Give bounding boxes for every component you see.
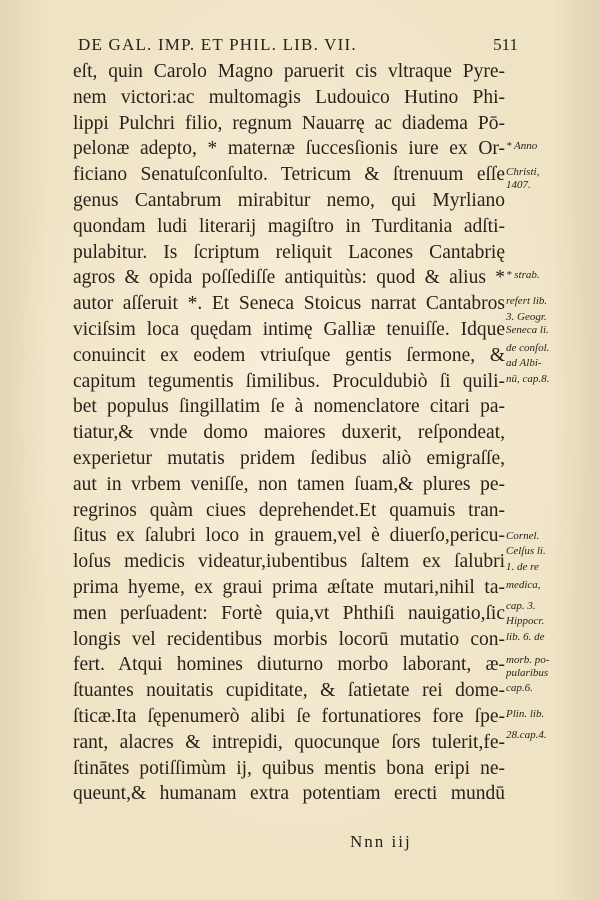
text-line: autor aſſeruit *. Et Seneca Stoicus narrat Cantabros — [73, 293, 505, 315]
text-line: agros & opida poſſediſſe antiquitùs: quod & alius * — [73, 267, 505, 289]
margin-note: Cornel. — [506, 529, 540, 542]
text-line: ſtuantes nouitatis cupiditate, & ſatietate rei dome- — [73, 680, 505, 702]
margin-note: ad Albi- — [506, 357, 542, 370]
text-line: prima hyeme, ex graui prima æſtate mutari,nihil ta- — [73, 576, 505, 598]
margin-note: Seneca li. — [506, 323, 549, 336]
text-line: rant, alacres & intrepidi, quocunque ſors tulerit,fe- — [73, 731, 505, 753]
text-line: conuincit ex eodem vtriuſque gentis ſermone, & — [73, 344, 505, 366]
text-line: queunt,& humanam extra potentiam erecti mundū — [73, 783, 505, 805]
margin-note: nū, cap.8. — [506, 372, 550, 385]
text-line: bet populus ſingillatim ſe à nomenclatore citari pa- — [73, 396, 505, 418]
main-text-block — [73, 59, 505, 807]
text-line: regrinos quàm ciues deprehendet.Et quamuis tran- — [73, 499, 505, 521]
running-title: DE GAL. IMP. ET PHIL. LIB. VII. — [78, 35, 357, 54]
text-line: ſtinātes potiſſimùm ij, quibus mentis bona eripi ne- — [73, 757, 505, 779]
margin-note: Christi, — [506, 166, 540, 179]
margin-note: morb. po- — [506, 653, 550, 666]
text-line: tiatur,& vnde domo maiores duxerit, reſpondeat, — [73, 422, 505, 444]
margin-note: de conſol. — [506, 341, 550, 354]
margin-note: Celſus li. — [506, 545, 546, 558]
text-line: experietur mutatis pridem ſedibus aliò emigraſſe, — [73, 447, 505, 469]
margin-note: 1407. — [506, 179, 531, 192]
text-line: eſt, quin Carolo Magno paruerit cis vltraque Pyre- — [73, 61, 505, 82]
margin-note: * strab. — [506, 269, 540, 282]
margin-note: pularibus — [506, 666, 549, 679]
text-line: men perſuadent: Fortè quia,vt Phthiſi nauigatio,ſic — [73, 602, 505, 624]
text-line: quondam ludi literarij magiſtro in Turditania adſti- — [73, 215, 505, 237]
signature-mark: Nnn iij — [350, 832, 412, 851]
text-line: aut in vrbem veniſſe, non tamen ſuam,& plures pe- — [73, 473, 505, 495]
text-line: fert. Atqui homines diuturno morbo laborant, æ- — [73, 654, 505, 676]
margin-note: medica, — [506, 579, 541, 591]
margin-note: cap. 3. — [506, 599, 536, 612]
text-line: ſticæ.Ita ſępenumerò alibi ſe fortunatiores fore ſpe- — [73, 705, 505, 727]
running-header — [78, 33, 518, 57]
text-line: ficiano Senatuſconſulto. Tetricum & ſtrenuum eſſe — [73, 164, 505, 186]
text-line: viciſsim loca quędam intimę Galliæ tenuiſſe. Idque — [73, 318, 505, 340]
margin-note: Plin. lib. — [506, 708, 545, 720]
margin-note: Hippocr. — [506, 615, 545, 628]
page-number: 511 — [493, 35, 518, 54]
text-line: lippi Pulchri filio, regnum Nauarrę ac diadema Pō- — [73, 112, 505, 134]
margin-note: refert lib. — [506, 295, 548, 308]
margin-note: * Anno — [506, 140, 538, 153]
text-line: ſitus ex ſalubri loco in grauem,vel è diuerſo,pericu- — [73, 525, 505, 547]
text-line: capitum tegumentis ſimilibus. Proculdubiò ſi quili- — [73, 370, 505, 392]
margin-note: 1. de re — [506, 560, 539, 573]
text-line: pelonæ adepto, * maternæ ſuccesſionis iure ex Or- — [73, 138, 505, 160]
text-line: longis vel recidentibus morbis locorū mutatio con- — [73, 628, 505, 650]
marginal-notes — [500, 0, 596, 900]
text-line: loſus medicis videatur,iubentibus ſaltem ex ſalubri — [73, 551, 505, 573]
margin-note: lib. 6. de — [506, 630, 545, 643]
text-line: genus Cantabrum mirabitur nemo, qui Myrliano — [73, 189, 505, 211]
margin-note: 3. Geogr. — [506, 310, 547, 323]
margin-note: cap.6. — [506, 682, 533, 695]
text-line: nem victori:ac multomagis Ludouico Hutino Phi- — [73, 86, 505, 108]
text-line: pulabitur. Is ſcriptum reliquit Lacones Cantabrię — [73, 241, 505, 263]
margin-note: 28.cap.4. — [506, 728, 547, 741]
